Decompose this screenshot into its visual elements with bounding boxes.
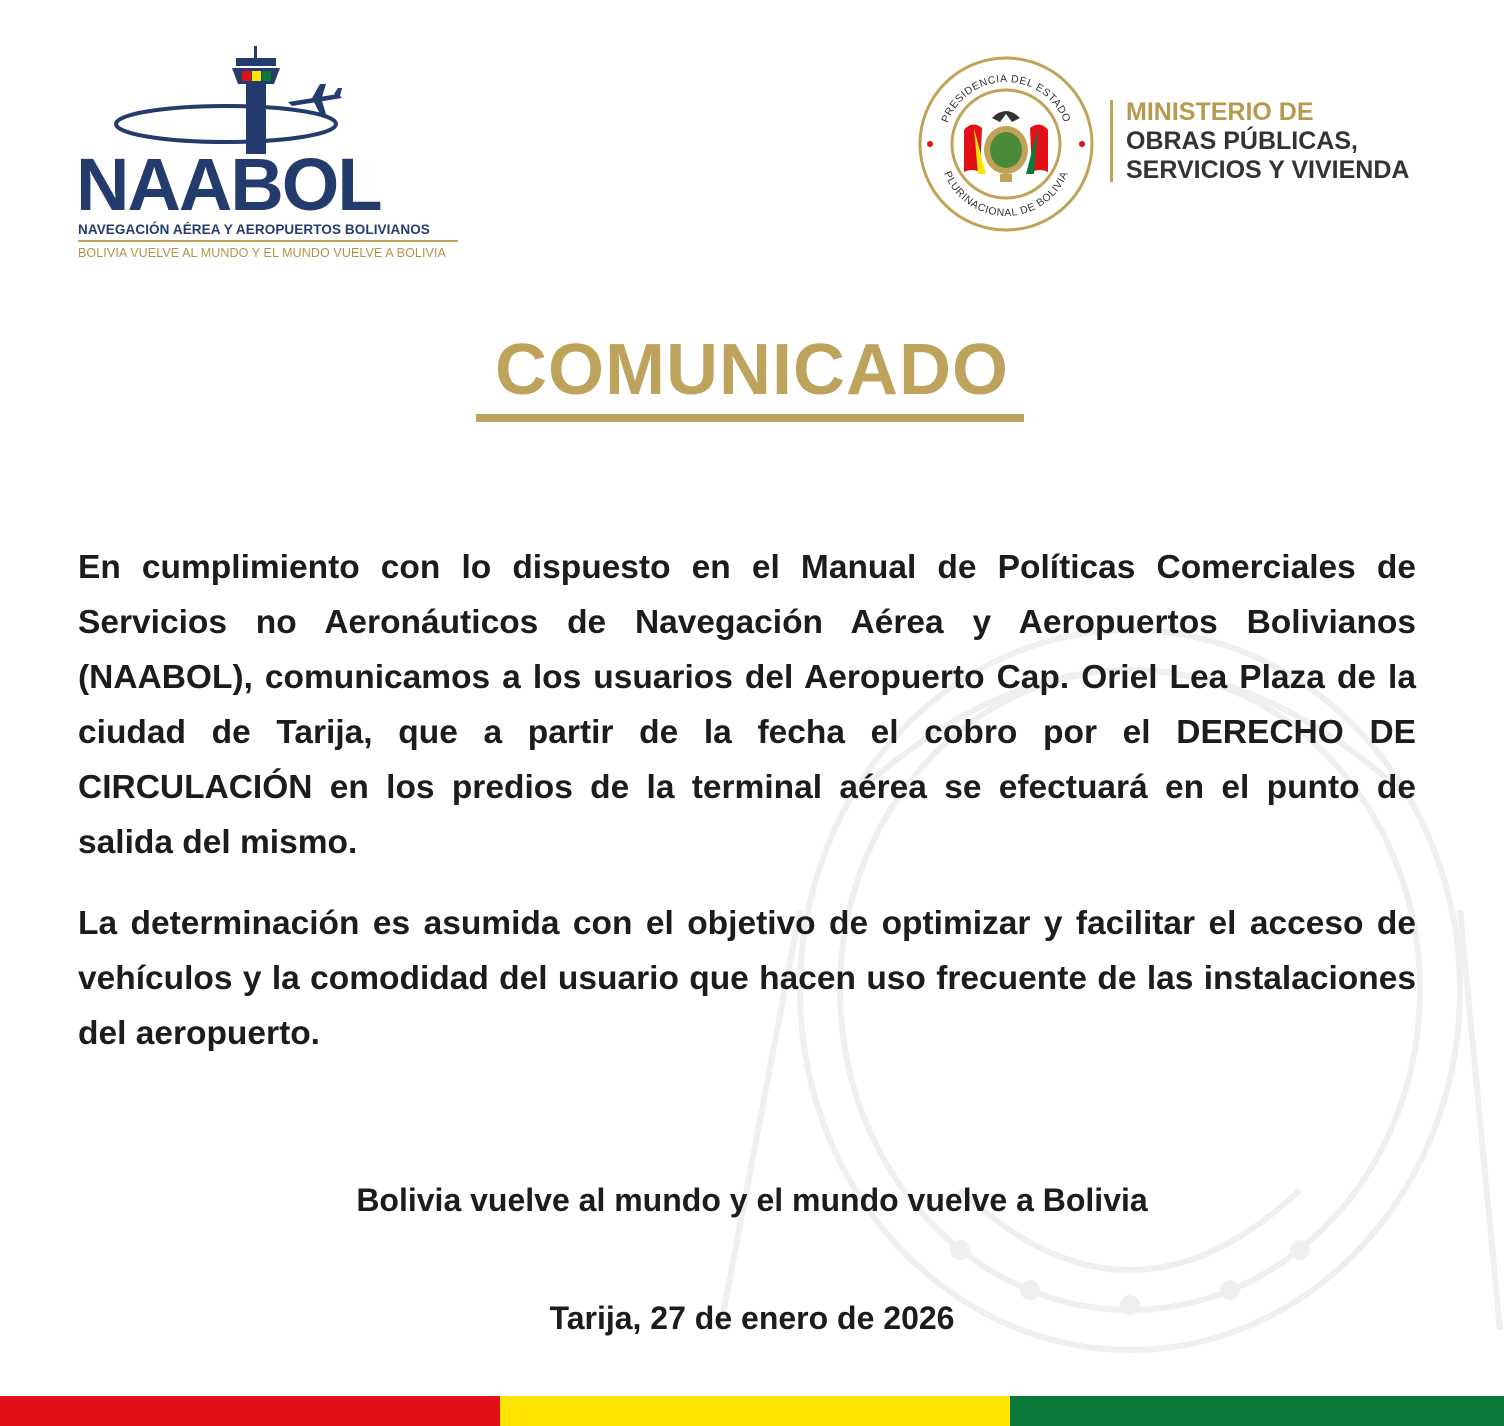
flag-stripe-yellow	[500, 1396, 1010, 1426]
naabol-logo	[76, 44, 460, 260]
ministry-line-2: OBRAS PÚBLICAS,	[1126, 127, 1358, 155]
bolivian-flag-stripe	[0, 1396, 1504, 1426]
coat-of-arms-icon	[964, 111, 1048, 182]
body-paragraph-2: La determinación es asumida con el objetivo de optimizar y facilitar el acceso de vehículos y la comodidad del usuario que hacen uso frecuente de las instalaciones del aeropuerto.	[78, 905, 1416, 1052]
body-paragraph-1: En cumplimiento con lo dispuesto en el Manual de Políticas Comerciales de Servicios no Aeronáuticos de Navegación Aérea y Aeropuertos Bolivianos (NAABOL), comunicamos a los usuarios del Aeropuerto Cap. Oriel Lea Plaza de la ciudad de Tarija, que a partir de la fecha el cobro por el DERECHO DE CIRCULACIÓN en los predios de la terminal aérea se efectuará en el punto de salida del mismo.	[78, 549, 1416, 861]
flag-stripe-red	[0, 1396, 500, 1426]
title-underline	[476, 414, 1024, 422]
control-tower-icon	[76, 44, 460, 154]
flag-stripe-green	[1010, 1396, 1504, 1426]
document-title: COMUNICADO	[495, 330, 1009, 410]
naabol-subtitle: NAVEGACIÓN AÉREA Y AEROPUERTOS BOLIVIANOS	[78, 222, 430, 237]
naabol-wordmark: NAABOL	[76, 143, 381, 226]
ministry-name	[1126, 98, 1409, 185]
dateline: Tarija, 27 de enero de 2026	[549, 1300, 955, 1336]
naabol-divider	[78, 240, 458, 242]
presidency-seal	[916, 54, 1096, 234]
seal-bottom-text: PLURINACIONAL DE BOLIVIA	[941, 169, 1071, 220]
naabol-tagline: BOLIVIA VUELVE AL MUNDO Y EL MUNDO VUELVE A BOLIVIA	[78, 246, 446, 260]
ministry-divider	[1110, 100, 1113, 182]
ministry-line-1: MINISTERIO DE	[1126, 98, 1314, 126]
ministry-line-3: SERVICIOS Y VIVIENDA	[1126, 156, 1410, 184]
seal-top-text: PRESIDENCIA DEL ESTADO	[939, 72, 1073, 125]
slogan: Bolivia vuelve al mundo y el mundo vuelve a Bolivia	[356, 1182, 1148, 1218]
document-body	[78, 540, 1416, 1087]
